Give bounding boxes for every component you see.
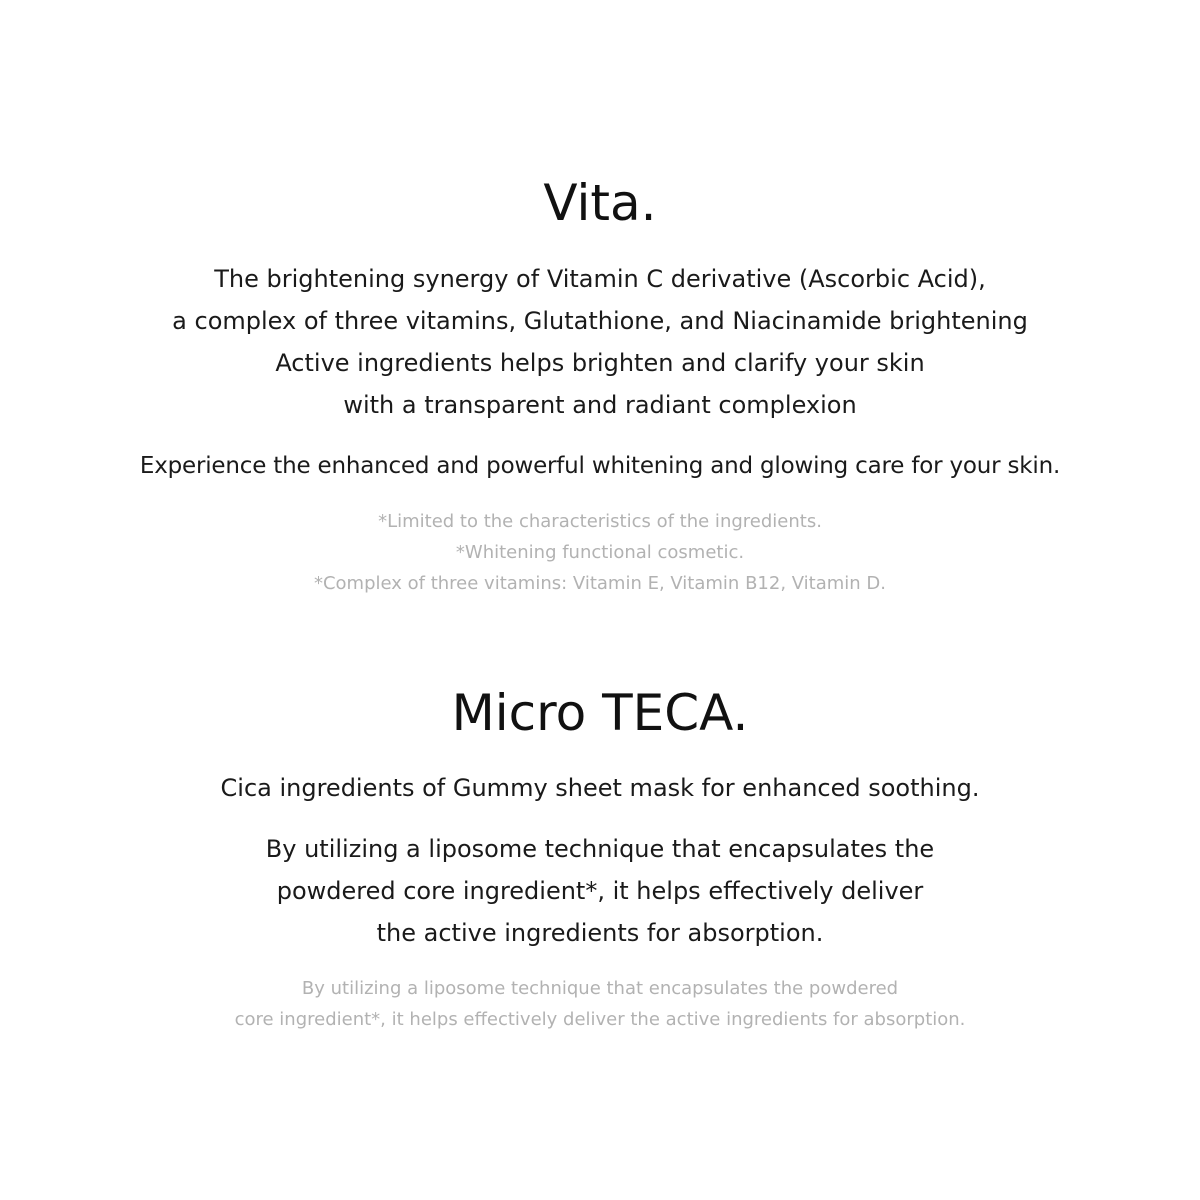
vita-footnote: *Complex of three vitamins: Vitamin E, Vitamin B12, Vitamin D. xyxy=(313,573,887,594)
micro-teca-footnote: core ingredient*, it helps effectively deliver the active ingredients for absorption. xyxy=(234,1009,966,1030)
micro-teca-paragraph-line: powdered core ingredient*, it helps effectively deliver xyxy=(276,877,924,905)
vita-footnote: *Limited to the characteristics of the ingredients. xyxy=(378,511,822,532)
vita-paragraph-line: with a transparent and radiant complexion xyxy=(343,391,857,419)
vita-paragraph-line: Active ingredients helps brighten and clarify your skin xyxy=(275,349,925,377)
vita-paragraph-line: The brightening synergy of Vitamin C derivative (Ascorbic Acid), xyxy=(214,265,986,293)
micro-teca-paragraph-line: the active ingredients for absorption. xyxy=(376,919,824,947)
vita-experience-text: Experience the enhanced and powerful whitening and glowing care for your skin. xyxy=(139,453,1061,479)
micro-teca-paragraph-line: By utilizing a liposome technique that encapsulates the xyxy=(265,835,935,863)
vita-title: Vita. xyxy=(543,174,657,232)
vita-footnote: *Whitening functional cosmetic. xyxy=(455,542,745,563)
vita-paragraph-line: a complex of three vitamins, Glutathione, and Niacinamide brightening xyxy=(172,307,1028,335)
micro-teca-intro: Cica ingredients of Gummy sheet mask for enhanced soothing. xyxy=(220,774,980,802)
micro-teca-footnote: By utilizing a liposome technique that encapsulates the powdered xyxy=(301,978,899,999)
micro-teca-title: Micro TECA. xyxy=(451,684,749,742)
